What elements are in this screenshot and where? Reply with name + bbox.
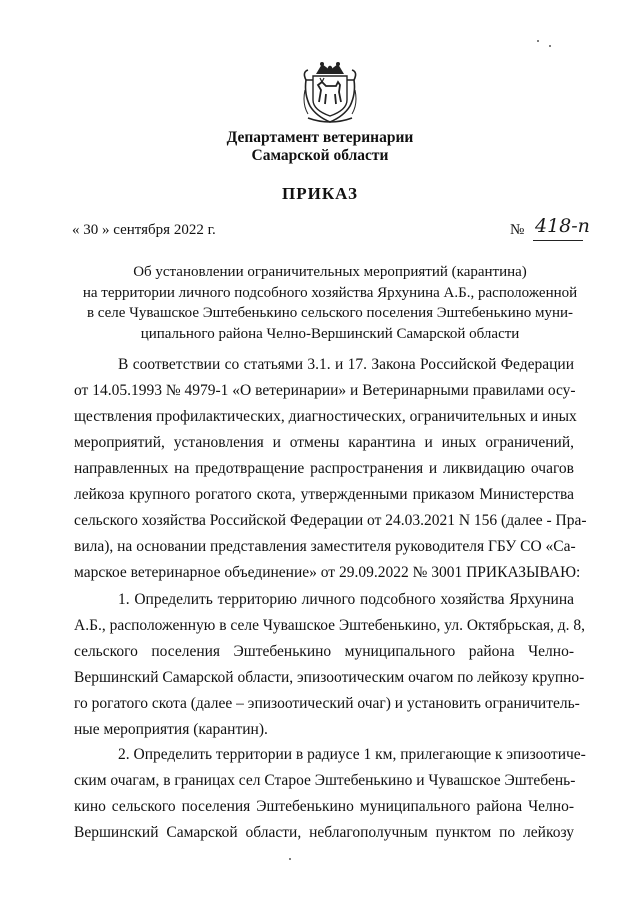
body-line: лейкоза крупного рогатого скота, утвержденными приказом Министерства bbox=[74, 486, 574, 503]
subject-line: ципального района Челно-Вершинский Самарской области bbox=[140, 325, 520, 342]
body-line: Вершинский Самарской области, неблагополучным пунктом по лейкозу bbox=[74, 824, 574, 841]
order-number-underline bbox=[533, 240, 583, 241]
body-line: 2. Определить территории в радиусе 1 км, прилегающие к эпизоотиче- bbox=[118, 746, 586, 763]
order-date: « 30 » сентября 2022 г. bbox=[72, 222, 216, 238]
scan-speck bbox=[289, 858, 291, 860]
subject-line: на территории личного подсобного хозяйства Ярхунина А.Б., расположенной bbox=[82, 284, 578, 301]
body-line: ским очагам, в границах сел Старое Эштебенькино и Чувашское Эштебень- bbox=[74, 772, 576, 789]
subject-line: Об установлении ограничительных мероприятий (карантина) bbox=[133, 264, 527, 280]
body-line: ные мероприятия (карантин). bbox=[74, 721, 268, 738]
body-line: сельского поселения Эштебенькино муниципального района Челно- bbox=[74, 643, 574, 660]
scan-speck bbox=[549, 45, 551, 47]
body-line: мероприятий, установления и отмены карантина и иных ограничений, bbox=[74, 434, 574, 451]
subject-line: в селе Чувашское Эштебенькино сельского поселения Эштебенькино муни- bbox=[86, 305, 574, 321]
body-line: направленных на предотвращение распространения и ликвидацию очагов bbox=[74, 460, 574, 477]
body-line: кино сельского поселения Эштебенькино муниципального района Челно- bbox=[74, 798, 574, 815]
body-line: А.Б., расположенную в селе Чувашское Эштебенькино, ул. Октябрьская, д. 8, bbox=[74, 617, 585, 634]
coat-of-arms-icon bbox=[302, 60, 358, 126]
department-name: Департамент ветеринарии bbox=[226, 129, 414, 146]
body-line: ществления профилактических, диагностических, ограничительных и иных bbox=[74, 408, 577, 425]
body-line: сельского хозяйства Российской Федерации от 24.03.2021 N 156 (далее - Пра- bbox=[74, 512, 587, 529]
body-line: Вершинский Самарской области, эпизоотическим очагом по лейкозу крупно- bbox=[74, 669, 585, 686]
scan-speck bbox=[537, 40, 539, 42]
order-number-handwritten: 418-п bbox=[535, 215, 590, 237]
department-region: Самарской области bbox=[251, 147, 389, 164]
body-line: вила), на основании представления заместителя руководителя ГБУ СО «Са- bbox=[74, 538, 576, 555]
body-line: В соответствии со статьями 3.1. и 17. Закона Российской Федерации bbox=[118, 356, 574, 373]
body-line: марское ветеринарное объединение» от 29.09.2022 № 3001 ПРИКАЗЫВАЮ: bbox=[74, 564, 581, 581]
order-number-label: № bbox=[510, 222, 525, 238]
body-line: 1. Определить территорию личного подсобного хозяйства Ярхунина bbox=[118, 591, 574, 608]
body-line: го рогатого скота (далее – эпизоотический очаг) и установить ограничитель- bbox=[74, 695, 580, 712]
body-line: от 14.05.1993 № 4979-1 «О ветеринарии» и Ветеринарными правилами осу- bbox=[74, 382, 576, 399]
order-title: ПРИКАЗ bbox=[282, 184, 358, 203]
